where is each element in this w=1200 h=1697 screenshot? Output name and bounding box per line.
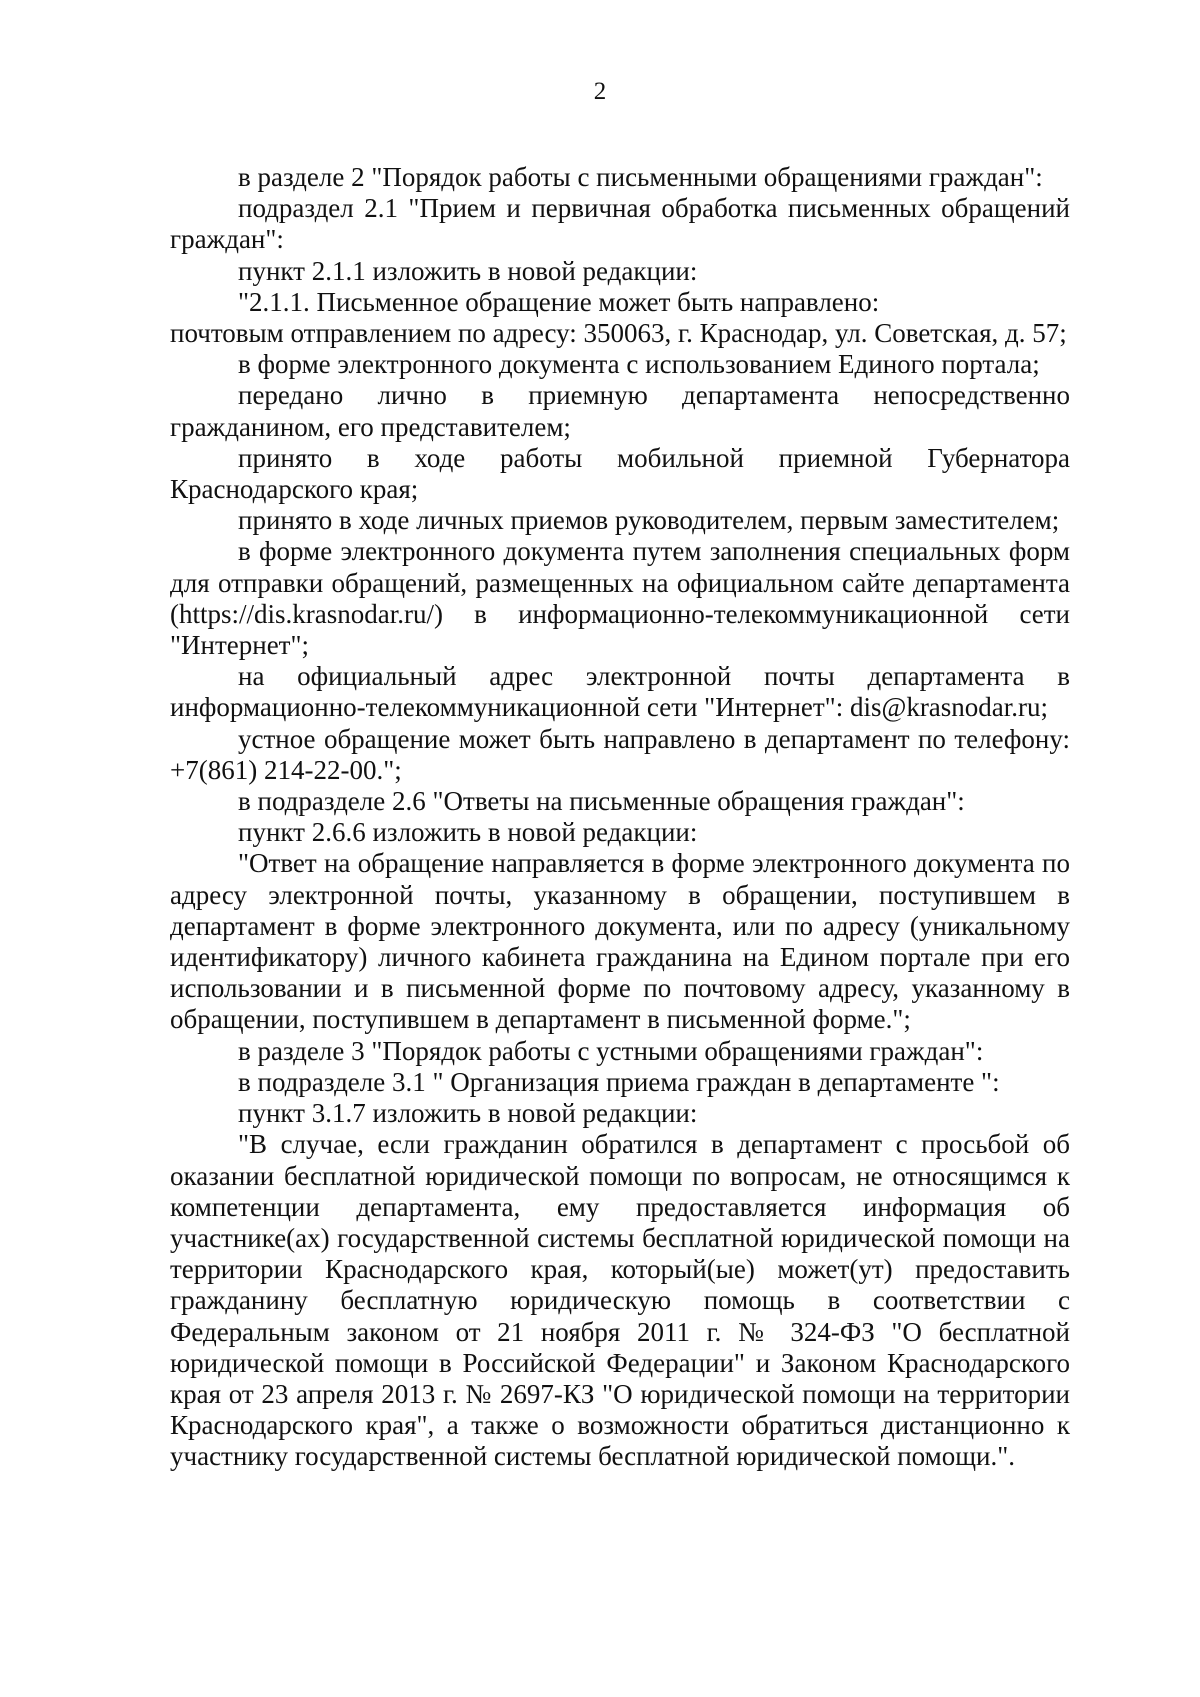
paragraph: "В случае, если гражданин обратился в департамент с просьбой об оказании бесплатной юридической помощи по вопросам, не относящимся к компетенции департамента, ему предоставляется информация об участнике(ах) государственной системы бесплатной юридической помощи на территории Краснодарского края, который(ые) может(ут) предоставить гражданину бесплатную юридическую помощь в соответствии с Федеральным законом от 21 ноября 2011 г. № 324-ФЗ "О бесплатной юридической помощи в Российской Федерации" и Законом Краснодарского края от 23 апреля 2013 г. № 2697-КЗ "О юридической помощи на территории Краснодарского края", а также о возможности обратиться дистанционно к участнику государственной системы бесплатной юридической помощи.". xyxy=(170,1129,1070,1472)
paragraph: в форме электронного документа с использованием Единого портала; xyxy=(238,349,1040,380)
paragraph: на официальный адрес электронной почты департамента в информационно-телекоммуникационной сети "Интернет": dis@krasnodar.ru; xyxy=(170,661,1070,723)
paragraph: почтовым отправлением по адресу: 350063, г. Краснодар, ул. Советская, д. 57; xyxy=(170,318,1067,349)
paragraph: пункт 2.6.6 изложить в новой редакции: xyxy=(238,817,698,848)
paragraph: в подразделе 2.6 "Ответы на письменные обращения граждан": xyxy=(238,786,965,817)
paragraph: устное обращение может быть направлено в департамент по телефону: +7(861) 214-22-00."; xyxy=(170,723,1070,785)
paragraph: в разделе 2 "Порядок работы с письменными обращениями граждан": xyxy=(238,162,1043,192)
paragraph: в подразделе 3.1 " Организация приема граждан в департаменте ": xyxy=(238,1066,1000,1097)
paragraph: подраздел 2.1 "Прием и первичная обработка письменных обращений граждан": xyxy=(170,193,1070,255)
document-body xyxy=(170,162,1070,1473)
paragraph: "2.1.1. Письменное обращение может быть направлено: xyxy=(238,286,880,317)
paragraph: передано лично в приемную департамента непосредственно гражданином, его представителем; xyxy=(170,380,1070,442)
page-number: 2 xyxy=(593,78,607,105)
paragraph: принято в ходе работы мобильной приемной Губернатора Краснодарского края; xyxy=(170,442,1070,505)
paragraph: в форме электронного документа путем заполнения специальных форм для отправки обращений, размещенных на официальном сайте департамента (https://dis.krasnodar.ru/) в информационно-телекоммуникационной сети "Интернет"; xyxy=(170,536,1070,661)
paragraph: "Ответ на обращение направляется в форме электронного документа по адресу электронной почты, указанному в обращении, поступившем в департамент в форме электронного документа, или по адресу (уникальному идентификатору) личного кабинета гражданина на Едином портале при его использовании и в письменной форме по почтовому адресу, указанному в обращении, поступившем в департамент в письменной форме."; xyxy=(170,848,1070,1035)
paragraph: пункт 2.1.1 изложить в новой редакции: xyxy=(238,255,698,286)
paragraph: в разделе 3 "Порядок работы с устными обращениями граждан": xyxy=(238,1035,984,1066)
paragraph: принято в ходе личных приемов руководителем, первым заместителем; xyxy=(238,505,1060,536)
paragraph: пункт 3.1.7 изложить в новой редакции: xyxy=(238,1098,698,1129)
